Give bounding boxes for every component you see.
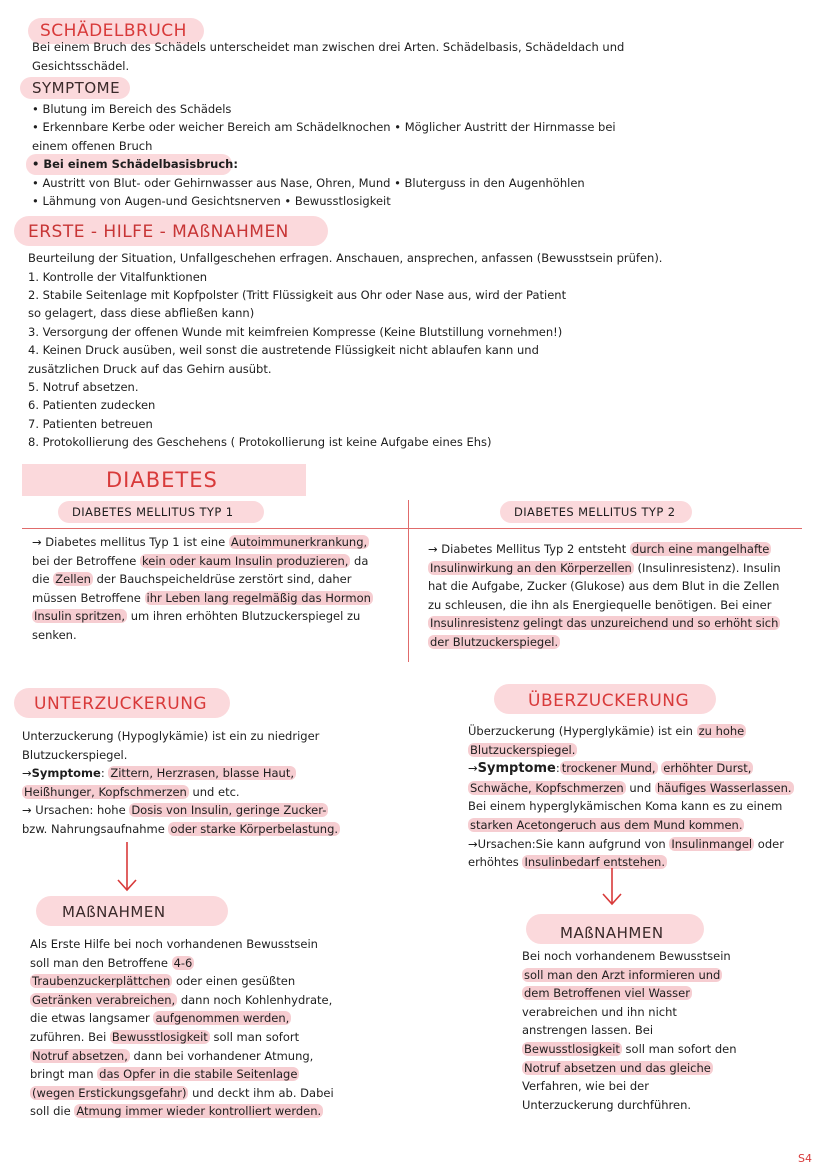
- text-span: →Ursachen:Sie kann aufgrund von: [468, 836, 670, 851]
- text-span: bringt man: [30, 1067, 98, 1082]
- text-span: → Ursachen: hohe: [22, 803, 130, 818]
- highlight: Insulinwirkung an den Körperzellen: [430, 560, 632, 575]
- text-span: und: [625, 780, 655, 795]
- highlight: Insulinresistenz gelingt das unzureichend und so erhöht sich: [430, 616, 779, 631]
- symptom-subheading-text: • Bei einem Schädelbasisbruch:: [32, 157, 238, 171]
- highlight: Zittern, Herzrasen, blasse Haut,: [110, 766, 294, 781]
- text-span: Unterzuckerung durchführen.: [522, 1097, 692, 1112]
- unterzuckerung-title: UNTERZUCKERUNG: [34, 694, 208, 714]
- text-span: zu schleusen, die ihn als Energiequelle benötigen. Bei einer: [428, 597, 772, 612]
- text-span: soll man sofort den: [621, 1041, 737, 1056]
- text-span: bei der Betroffene: [32, 553, 140, 568]
- symptom-item: • Lähmung von Augen-und Gesichtsnerven • Bewusstlosigkeit: [32, 194, 391, 208]
- unterzuckerung-massnahmen-title: MAßNAHMEN: [62, 903, 166, 921]
- erste-hilfe-line: Beurteilung der Situation, Unfallgeschehen erfragen. Anschauen, ansprechen, anfassen (Bewusstsein prüfen).: [28, 251, 663, 265]
- text-span: dann bei vorhandener Atmung,: [129, 1048, 314, 1063]
- highlight: aufgenommen werden,: [155, 1011, 290, 1026]
- diabetes-title: DIABETES: [106, 468, 218, 492]
- highlight: Bewusstlosigkeit: [111, 1029, 208, 1044]
- text-span: dann noch Kohlenhydrate,: [177, 992, 333, 1007]
- symptome-label: Symptome: [477, 761, 556, 777]
- erste-hilfe-line: 4. Keinen Druck ausüben, weil sonst die austretende Flüssigkeit nicht ablaufen kann und: [28, 343, 539, 357]
- ueberzuckerung-massnahmen-title: MAßNAHMEN: [560, 924, 664, 942]
- symptom-item: • Austritt von Blut- oder Gehirnwasser aus Nase, Ohren, Mund • Bluterguss in den Augenhöhlen: [32, 176, 585, 190]
- erste-hilfe-line: 6. Patienten zudecken: [28, 398, 156, 412]
- highlight: soll man den Arzt informieren und: [524, 967, 721, 982]
- highlight: Insulinmangel: [671, 836, 753, 851]
- text-span: soll die: [30, 1104, 75, 1119]
- text-span: → Diabetes mellitus Typ 1 ist eine: [32, 535, 229, 549]
- text-span: oder einen gesüßten: [172, 974, 296, 989]
- text-span: soll man den Betroffene: [30, 955, 172, 970]
- text-span: senken.: [32, 627, 77, 642]
- highlight: (wegen Erstickungsgefahr): [32, 1085, 187, 1100]
- symptome-title: SYMPTOME: [32, 79, 121, 97]
- highlight: Zellen: [55, 572, 91, 587]
- text-span: verabreichen und ihn nicht: [522, 1004, 677, 1019]
- erste-hilfe-line: 7. Patienten betreuen: [28, 417, 153, 431]
- page-number: S4: [798, 1152, 812, 1165]
- highlight: Dosis von Insulin, geringe Zucker-: [131, 803, 327, 818]
- text-span: und etc.: [188, 784, 240, 799]
- highlight: oder starke Körperbelastung.: [170, 821, 339, 836]
- highlight: Traubenzuckerplättchen: [32, 974, 171, 989]
- typ1-text: [32, 533, 373, 645]
- highlight: Blutzuckerspiegel.: [470, 742, 576, 757]
- highlight: Insulin spritzen,: [34, 609, 126, 624]
- erste-hilfe-line: 2. Stabile Seitenlage mit Kopfpolster (Tritt Flüssigkeit aus Ohr oder Nase aus, wird der Patient: [28, 288, 567, 302]
- text-span: Blutzuckerspiegel.: [22, 747, 128, 762]
- text-span: der Bauchspeicheldrüse zerstört sind, daher: [92, 572, 352, 587]
- highlight: Heißhunger, Kopfschmerzen: [24, 784, 187, 799]
- highlight: Insulinbedarf entstehen.: [524, 855, 666, 870]
- text-span: Als Erste Hilfe bei noch vorhandenen Bewusstsein: [30, 937, 318, 951]
- text-span: :: [100, 766, 109, 781]
- highlight: Schwäche, Kopfschmerzen: [470, 780, 624, 795]
- text-span: Bei noch vorhandenem Bewusstsein: [522, 949, 731, 963]
- erste-hilfe-title: ERSTE - HILFE - MAßNAHMEN: [28, 222, 289, 242]
- text-span: hat die Aufgabe, Zucker (Glukose) aus dem Blut in die Zellen: [428, 579, 780, 594]
- typ1-title: DIABETES MELLITUS TYP 1: [72, 505, 234, 519]
- highlight: kein oder kaum Insulin produzieren,: [142, 553, 349, 568]
- highlight: Bewusstlosigkeit: [524, 1041, 620, 1056]
- text-span: bzw. Nahrungsaufnahme: [22, 821, 169, 836]
- text-span: :: [555, 761, 560, 776]
- symptome-label: Symptome: [31, 766, 101, 781]
- text-span: → Diabetes Mellitus Typ 2 entsteht: [428, 542, 630, 556]
- erste-hilfe-line: 3. Versorgung der offenen Wunde mit keimfreien Kompresse (Keine Blutstillung vornehmen!): [28, 325, 563, 339]
- schaedelbruch-title: SCHÄDELBRUCH: [40, 21, 187, 41]
- text-span: erhöhtes: [468, 855, 523, 870]
- typ2-title: DIABETES MELLITUS TYP 2: [514, 505, 676, 519]
- erste-hilfe-line: zusätzlichen Druck auf das Gehirn ausübt.: [28, 362, 272, 376]
- text-span: müssen Betroffene: [32, 590, 145, 605]
- text-span: soll man sofort: [209, 1029, 300, 1044]
- text-span: →: [22, 766, 32, 781]
- text-span: (Insulinresistenz). Insulin: [633, 560, 781, 575]
- highlight: erhöhter Durst,: [663, 761, 752, 776]
- erste-hilfe-line: 5. Notruf absetzen.: [28, 380, 139, 394]
- highlight: Notruf absetzen und das gleiche: [524, 1060, 711, 1075]
- text-span: zuführen. Bei: [30, 1029, 110, 1044]
- unterzuckerung-text: [22, 727, 340, 839]
- unterzuckerung-massnahmen-text: [30, 935, 334, 1121]
- highlight: zu hohe: [698, 724, 745, 738]
- text-span: die: [32, 572, 54, 587]
- text-span: oder: [754, 836, 784, 851]
- text-span: anstrengen lassen. Bei: [522, 1023, 654, 1038]
- symptom-item: • Erkennbare Kerbe oder weicher Bereich am Schädelknochen • Möglicher Austritt der Hirnmasse bei: [32, 120, 616, 134]
- highlight: Notruf absetzen,: [32, 1048, 128, 1063]
- ueberzuckerung-title: ÜBERZUCKERUNG: [528, 691, 690, 711]
- highlight: der Blutzuckerspiegel.: [430, 634, 559, 649]
- text-span: Unterzuckerung (Hypoglykämie) ist ein zu niedriger: [22, 729, 320, 743]
- ueberzuckerung-massnahmen-text: [522, 947, 737, 1114]
- erste-hilfe-line: 8. Protokollierung des Geschehens ( Protokollierung ist keine Aufgabe eines Ehs): [28, 435, 492, 449]
- highlight: 4-6: [173, 955, 193, 970]
- highlight: trockener Mund,: [561, 761, 656, 776]
- ueberzuckerung-text: [468, 722, 794, 872]
- highlight: dem Betroffenen viel Wasser: [524, 986, 690, 1001]
- highlight: ihr Leben lang regelmäßig das Hormon: [146, 590, 371, 605]
- highlight: Atmung immer wieder kontrolliert werden.: [76, 1104, 322, 1119]
- schaedelbruch-intro-1: Bei einem Bruch des Schädels unterscheidet man zwischen drei Arten. Schädelbasis, Schädeldach und: [32, 40, 625, 54]
- text-span: Überzuckerung (Hyperglykämie) ist ein: [468, 724, 697, 738]
- text-span: und deckt ihm ab. Dabei: [188, 1085, 334, 1100]
- arrow-down-icon: [116, 842, 138, 894]
- text-span: die etwas langsamer: [30, 1011, 154, 1026]
- highlight: häufiges Wasserlassen.: [656, 780, 792, 795]
- highlight: durch eine mangelhafte: [631, 542, 770, 556]
- highlight: das Opfer in die stabile Seitenlage: [99, 1067, 298, 1082]
- schaedelbruch-intro-2: Gesichtsschädel.: [32, 59, 130, 73]
- text-span: Verfahren, wie bei der: [522, 1079, 649, 1094]
- text-span: um ihren erhöhten Blutzuckerspiegel zu: [127, 609, 361, 624]
- text-span: Bei einem hyperglykämischen Koma kann es zu einem: [468, 799, 783, 814]
- highlight: starken Acetongeruch aus dem Mund kommen.: [470, 817, 743, 832]
- text-span: da: [350, 553, 369, 568]
- erste-hilfe-line: so gelagert, dass diese abfließen kann): [28, 306, 255, 320]
- symptom-item: einem offenen Bruch: [32, 139, 153, 153]
- symptom-item: • Blutung im Bereich des Schädels: [32, 102, 232, 116]
- erste-hilfe-line: 1. Kontrolle der Vitalfunktionen: [28, 270, 208, 284]
- typ2-text: [428, 540, 781, 652]
- symptom-subheading: [32, 155, 238, 174]
- highlight: Getränken verabreichen,: [32, 992, 176, 1007]
- diabetes-divider-horizontal: [22, 528, 802, 529]
- arrow-down-icon: [600, 868, 624, 908]
- text-span: →: [468, 761, 478, 776]
- highlight: Autoimmunerkrankung,: [230, 535, 368, 549]
- diabetes-divider-vertical: [408, 500, 409, 662]
